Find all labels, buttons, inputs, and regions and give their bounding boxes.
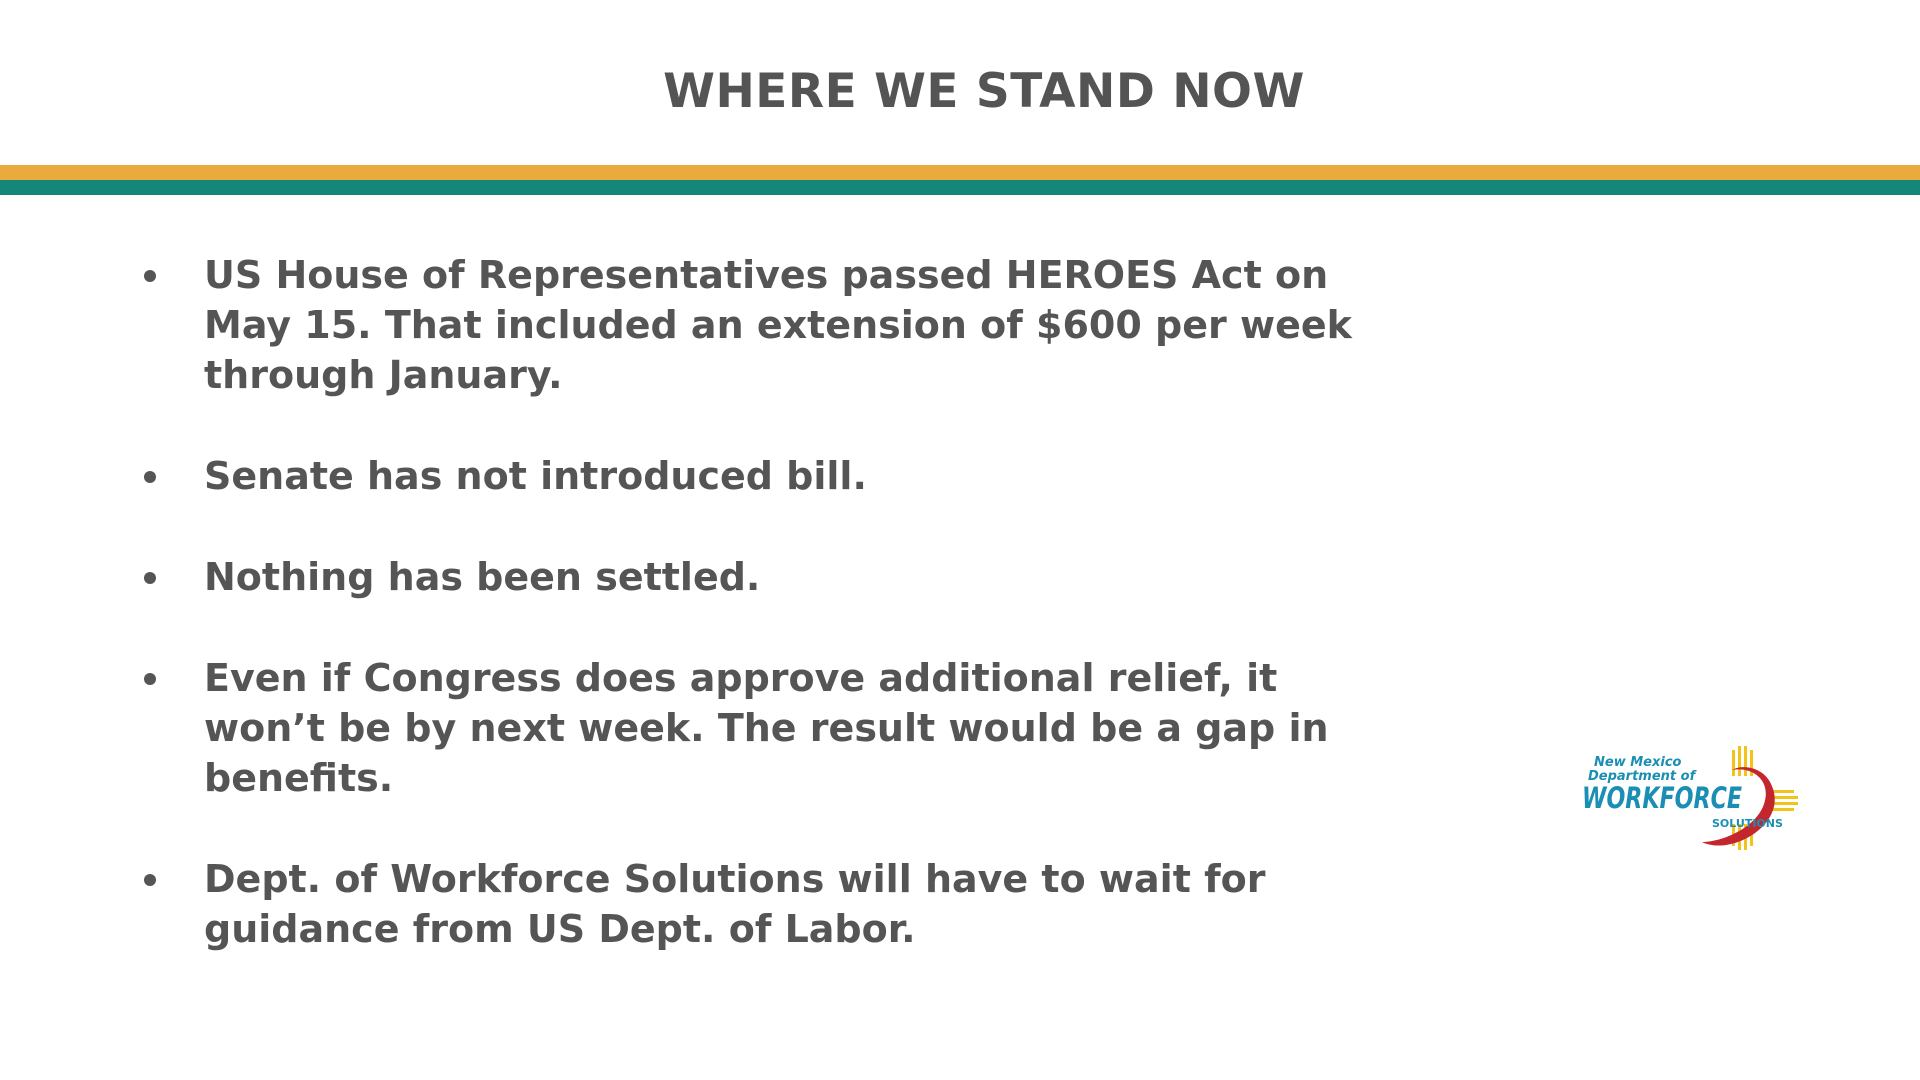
- slide-title: WHERE WE STAND NOW: [663, 64, 1305, 119]
- bullet-text: Dept. of Workforce Solutions will have to wait for guidance from US Dept. of Labor.: [204, 857, 1266, 951]
- bullet-text: Senate has not introduced bill.: [204, 454, 867, 498]
- bullet-text: US House of Representatives passed HEROES Act on May 15. That included an extension of $600 per week through January.: [204, 253, 1352, 397]
- bullet-bold-text: The result would be a gap in benefits.: [204, 706, 1329, 800]
- bullet-dot-icon: [144, 270, 156, 282]
- bullet-item-nothing-settled: [140, 552, 1380, 602]
- bullet-item-congress-relief: [140, 653, 1380, 803]
- teal-divider-stripe: [0, 180, 1920, 195]
- logo-line-2: Department of: [1588, 769, 1696, 784]
- logo-line-4: SOLUTIONS: [1712, 817, 1783, 830]
- logo-line-1: New Mexico: [1594, 755, 1682, 770]
- bullet-text: Nothing has been settled.: [204, 555, 761, 599]
- bullet-item-heroes-act: [140, 250, 1380, 400]
- bullet-dot-icon: [144, 673, 156, 685]
- bullet-item-senate: [140, 451, 1380, 501]
- bullet-dot-icon: [144, 471, 156, 483]
- bullet-text: Even if Congress does approve additional relief, it won’t be by next week.: [204, 656, 1278, 750]
- bullet-list: [140, 250, 1380, 1005]
- bullet-dot-icon: [144, 874, 156, 886]
- gold-divider-stripe: [0, 165, 1920, 180]
- bullet-item-dws-guidance: [140, 854, 1380, 954]
- logo-line-3: WORKFORCE: [1582, 781, 1743, 815]
- nm-workforce-solutions-logo: [1582, 742, 1802, 857]
- bullet-dot-icon: [144, 572, 156, 584]
